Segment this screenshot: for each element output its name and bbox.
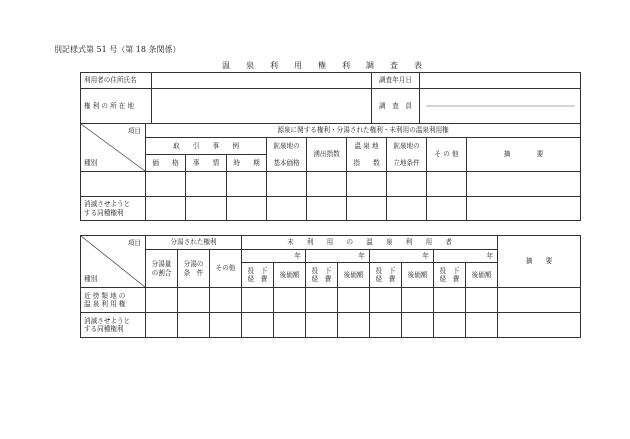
cell[interactable] [146,172,186,197]
distributed-header: 分湯された権利 [146,236,242,250]
cell[interactable] [178,288,210,313]
location-label: 権 利 の 所 在 地 [81,89,152,124]
cell[interactable] [306,313,338,338]
cell[interactable] [387,197,427,221]
cell[interactable] [402,288,434,313]
cell[interactable] [427,172,467,197]
cell[interactable] [306,288,338,313]
other-header-2: その他 [210,250,242,288]
nearby-row-label: 近 傍 類 地 の 温 泉 利 用 権 [81,288,146,313]
cell[interactable] [307,197,347,221]
remarks-header: 摘 要 [467,138,581,172]
item-kind-corner [81,124,146,172]
cell[interactable] [307,172,347,197]
flow-index-header: 湧出指数 [307,138,347,172]
post-value-header-1: 後価額 [274,263,306,288]
distributed-rights-table [80,235,581,338]
kind-label: 種別 [84,158,98,167]
applicant-field[interactable] [152,73,372,89]
invest-header-4: 投 下 経 費 [434,263,466,288]
cell[interactable] [370,313,402,338]
cell[interactable] [434,313,466,338]
extinguish-row-label-2: 消滅させようと する同種権利 [81,313,146,338]
cell[interactable] [227,172,267,197]
surveyor-label: 調 査 員 [372,89,420,124]
cell[interactable] [338,313,370,338]
cell[interactable] [242,288,274,313]
cell[interactable] [178,313,210,338]
remarks-header-2: 摘 要 [498,236,581,288]
cell[interactable] [467,197,581,221]
cell[interactable] [210,313,242,338]
cell[interactable] [347,172,387,197]
invest-header-1: 投 下 経 費 [242,263,274,288]
surveyor-field[interactable] [420,89,581,124]
cell[interactable] [146,197,186,221]
invest-header-2: 投 下 経 費 [306,263,338,288]
cell[interactable] [498,313,581,338]
post-value-header-2: 後価額 [338,263,370,288]
location-condition-header: 鉱泉地の 立地条件 [387,138,427,172]
item-kind-corner-2 [81,236,146,288]
cell[interactable] [370,288,402,313]
post-value-header-3: 後価額 [402,263,434,288]
cell[interactable] [347,197,387,221]
rights-group-header: 源泉に関する権利・分湯された権利・未利用の温泉利用権 [146,124,581,138]
item-label-2: 項目 [127,239,141,247]
unused-users-header: 未 利 用 の 温 泉 利 用 者 [242,236,498,250]
header-table [80,72,581,124]
year-header-3: 年 [370,250,434,263]
blank-kind-cell[interactable] [81,172,146,197]
survey-date-label: 調査年月日 [372,73,420,89]
cell[interactable] [146,288,178,313]
cell[interactable] [146,313,178,338]
cell[interactable] [210,288,242,313]
mineral-base-price-header: 鉱泉地の 基本価格 [267,138,307,172]
price-header: 価 格 [146,155,186,172]
extinguish-row-label: 消滅させようと する同種権利 [81,197,146,221]
cell[interactable] [427,197,467,221]
cell[interactable] [387,172,427,197]
period-header: 時 期 [227,155,267,172]
post-value-header-4: 後価額 [466,263,498,288]
kind-label-2: 種別 [84,274,98,283]
invest-header-3: 投 下 経 費 [370,263,402,288]
cell[interactable] [267,197,307,221]
survey-date-field[interactable] [420,73,581,89]
year-header-4: 年 [434,250,498,263]
location-field[interactable] [152,89,372,124]
year-header-1: 年 [242,250,306,263]
cell[interactable] [267,172,307,197]
cell[interactable] [274,313,306,338]
cell[interactable] [498,288,581,313]
cell[interactable] [434,288,466,313]
cell[interactable] [186,197,227,221]
applicant-label: 利用者の住所氏名 [81,73,152,89]
distribution-condition-header: 分湯の 条 件 [178,250,210,288]
form-title: 温 泉 利 用 権 利 調 査 表 [222,61,422,70]
distribution-ratio-header: 分湯量 の割合 [146,250,178,288]
form-number: 別記様式第 51 号（第 18 条関係） [54,45,181,54]
cell[interactable] [467,172,581,197]
cell[interactable] [274,288,306,313]
circumstances-header: 事 情 [186,155,227,172]
cell[interactable] [242,313,274,338]
cell[interactable] [466,313,498,338]
year-header-2: 年 [306,250,370,263]
item-label: 項目 [127,127,141,135]
cell[interactable] [466,288,498,313]
cell[interactable] [186,172,227,197]
transaction-header: 取 引 事 例 [146,138,267,155]
source-rights-table [80,123,581,221]
cell[interactable] [227,197,267,221]
spring-index-header: 温 泉 地 指 数 [347,138,387,172]
cell[interactable] [338,288,370,313]
other-header: そ の 他 [427,138,467,172]
cell[interactable] [402,313,434,338]
